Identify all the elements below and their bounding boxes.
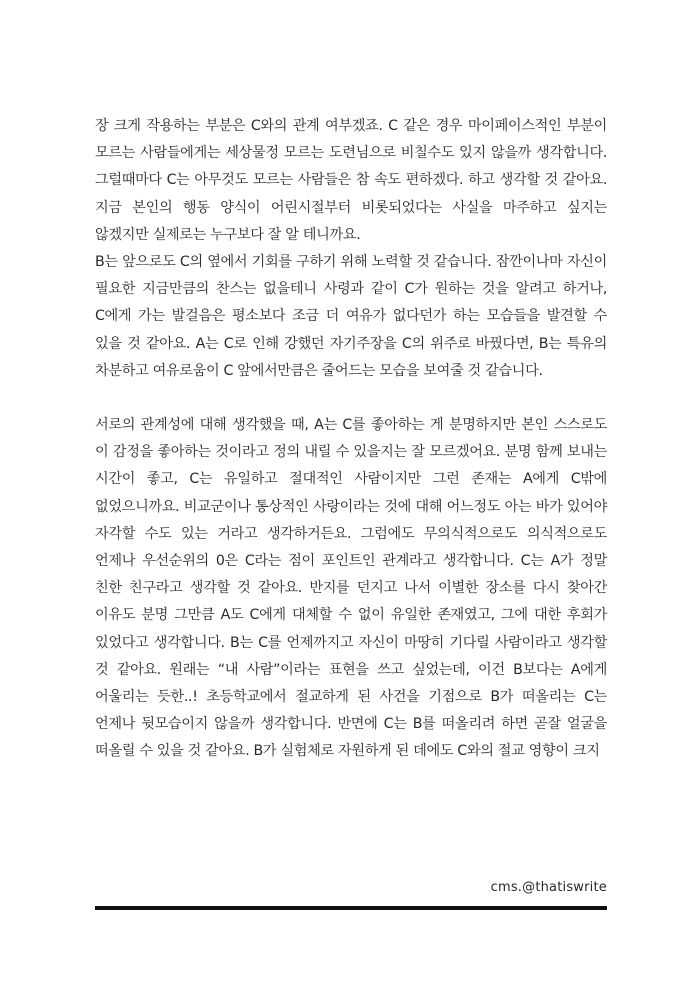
paragraph-spacer — [95, 385, 607, 412]
author-credit: cms.@thatiswrite — [490, 880, 607, 895]
paragraph-2: B는 앞으로도 C의 옆에서 기회를 구하기 위해 노력할 것 같습니다. 잠깐이나마 자신이 필요한 지금만큼의 찬스는 없을테니 사령과 같이 C가 원하는 것을 알려고 하거나, C에게 가는 발걸음은 평소보다 조금 더 여유가 없다던가 하는 모습들을 발견할 수 있을 것 같아요. A는 C로 인해 강했던 자기주장을 C의 위주로 바꿨다면, B는 특유의 차분하고 여유로움이 C 앞에서만큼은 줄어드는 모습을 보여줄 것 같습니다. — [95, 254, 607, 379]
footer-divider — [95, 906, 607, 910]
paragraph-3: 서로의 관계성에 대해 생각했을 때, A는 C를 좋아하는 게 분명하지만 본인 스스로도 이 감정을 좋아하는 것이라고 정의 내릴 수 있을지는 잘 모르겠어요. 분명 함께 보내는 시간이 좋고, C는 유일하고 절대적인 사람이지만 그런 존재는 A에게 C밖에 없었으니까요. 비교군이나 통상적인 사랑이라는 것에 대해 어느정도 아는 바가 있어야 자각할 수도 있는 거라고 생각하거든요. 그럼에도 무의식적으로도 의식적으로도 언제나 우선순위의 0은 C라는 점이 포인트인 관계라고 생각합니다. C는 A가 정말 친한 친구라고 생각할 것 같아요. 반지를 던지고 나서 이별한 장소를 다시 찾아간 이유도 분명 그만큼 A도 C에게 대체할 수 없이 유일한 존재였고, 그에 대한 후회가 있었다고 생각합니다. B는 C를 언제까지고 자신이 마땅히 기다릴 사람이라고 생각할 것 같아요. 원래는 “내 사람”이라는 표현을 쓰고 싶었는데, 이건 B보다는 A에게 어울리는 듯한..! 초등학교에서 절교하게 된 사건을 기점으로 B가 떠올리는 C는 언제나 뒷모습이지 않을까 생각합니다. 반면에 C는 B를 떠올리려 하면 곧잘 얼굴을 떠올릴 수 있을 것 같아요. B가 실험체로 자원하게 된 데에도 C와의 절교 영향이 크지 — [95, 417, 607, 760]
document-body — [95, 113, 607, 766]
paragraph-1: 장 크게 작용하는 부분은 C와의 관계 여부겠죠. C 같은 경우 마이페이스적인 부분이 모르는 사람들에게는 세상물정 모르는 도련님으로 비칠수도 있지 않을까 생각합니다. 그럴때마다 C는 아무것도 모르는 사람들은 참 속도 편하겠다. 하고 생각할 것 같아요. 지금 본인의 행동 양식이 어린시절부터 비롯되었다는 사실을 마주하고 싶지는 않겠지만 실제로는 누구보다 잘 알 테니까요. — [95, 118, 607, 243]
